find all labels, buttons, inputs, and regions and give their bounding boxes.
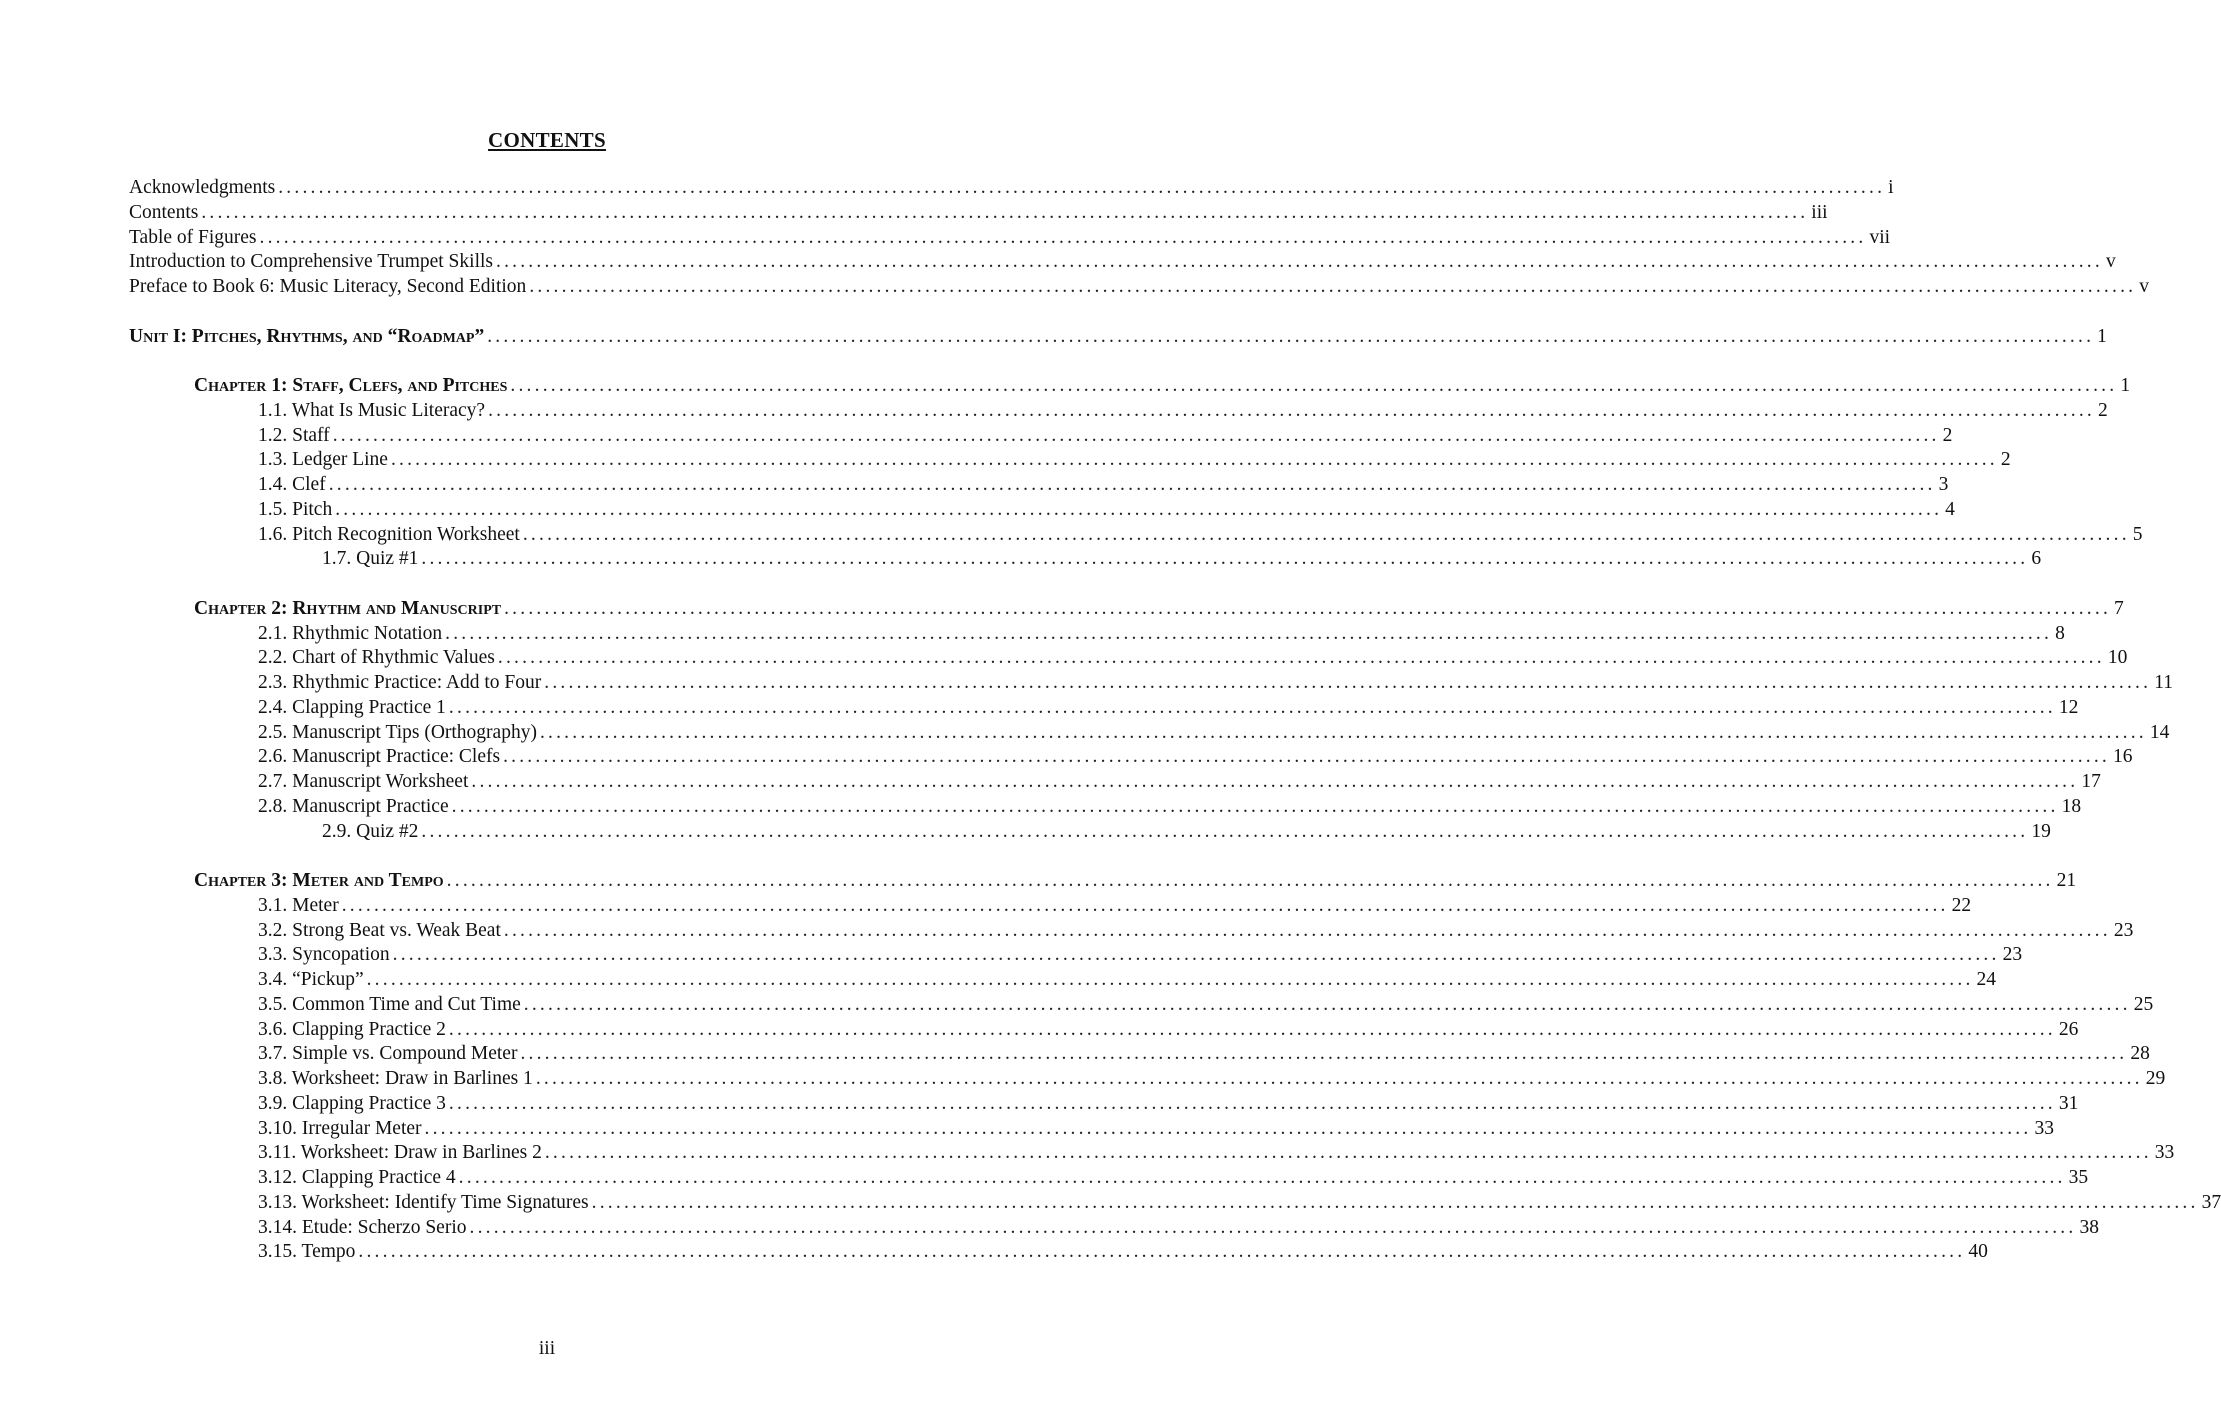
- toc-entry: [0, 671, 2173, 696]
- toc-entry: [0, 721, 2170, 746]
- dot-leader: .......................................................................................................................................................................................................: [487, 325, 2095, 347]
- dot-leader: .......................................................................................................................................................................................................: [544, 1142, 2152, 1164]
- toc-entry-page: 1: [2117, 374, 2130, 399]
- toc-entry: [0, 1018, 2079, 1043]
- toc-entry-page: 24: [1974, 968, 1997, 993]
- toc-entry: [0, 1191, 2221, 1216]
- toc-entry: [0, 795, 2082, 820]
- toc-entry-page: 23: [2000, 943, 2023, 968]
- toc-entry-page: 33: [2031, 1117, 2054, 1142]
- toc-entry: [0, 424, 1953, 449]
- toc-entry-page: 37: [2199, 1191, 2221, 1216]
- toc-chapter-entry: [0, 597, 2124, 622]
- toc-entry-label: Chapter 3: Meter and Tempo: [194, 869, 447, 894]
- dot-leader: .......................................................................................................................................................................................................: [448, 696, 2056, 718]
- toc-entry-page: 16: [2110, 745, 2133, 770]
- dot-leader: .......................................................................................................................................................................................................: [591, 1191, 2199, 1213]
- toc-entry-page: 10: [2105, 646, 2128, 671]
- toc-entry-page: 35: [2066, 1166, 2089, 1191]
- toc-entry-label: 2.4. Clapping Practice 1: [258, 696, 449, 721]
- toc-chapter-entry: [0, 869, 2077, 894]
- toc-entry: [0, 201, 1828, 226]
- dot-leader: .......................................................................................................................................................................................................: [504, 597, 2112, 619]
- dot-leader: .......................................................................................................................................................................................................: [488, 399, 2096, 421]
- dot-leader: .......................................................................................................................................................................................................: [421, 820, 2029, 842]
- toc-entry-page: 23: [2111, 919, 2134, 944]
- toc-entry-label: 3.10. Irregular Meter: [258, 1117, 425, 1142]
- toc-entry-label: 3.11. Worksheet: Draw in Barlines 2: [258, 1141, 545, 1166]
- toc-entry-page: 6: [2028, 547, 2041, 572]
- section-spacer: [0, 844, 1094, 869]
- toc-unit-entry: [0, 325, 2107, 350]
- dot-leader: .......................................................................................................................................................................................................: [446, 870, 2054, 891]
- section-spacer: [0, 300, 1094, 325]
- toc-entry-page: 31: [2056, 1092, 2079, 1117]
- toc-entry-page: 12: [2056, 696, 2079, 721]
- dot-leader: .......................................................................................................................................................................................................: [392, 944, 2000, 966]
- dot-leader: .......................................................................................................................................................................................................: [529, 276, 2137, 297]
- toc-entry-page: v: [2136, 275, 2149, 300]
- dot-leader: .......................................................................................................................................................................................................: [341, 894, 1949, 916]
- dot-leader: .......................................................................................................................................................................................................: [503, 919, 2111, 941]
- dot-leader: .......................................................................................................................................................................................................: [328, 474, 1936, 495]
- toc-entry: [0, 1240, 1988, 1265]
- toc-entry: [0, 770, 2101, 795]
- toc-entry-page: 2: [1940, 424, 1953, 449]
- dot-leader: .......................................................................................................................................................................................................: [424, 1117, 2032, 1139]
- dot-leader: .......................................................................................................................................................................................................: [201, 201, 1809, 223]
- toc-entry-page: 21: [2054, 869, 2077, 894]
- dot-leader: .......................................................................................................................................................................................................: [366, 969, 1974, 990]
- toc-entry-label: 2.9. Quiz #2: [322, 820, 421, 845]
- page-title: CONTENTS: [488, 128, 606, 152]
- toc-entry-label: 1.2. Staff: [258, 424, 333, 449]
- toc-entry: [0, 820, 2051, 845]
- toc-entry: [0, 1216, 2099, 1241]
- toc-entry: [0, 968, 1997, 993]
- page-number-footer: iii: [538, 1338, 556, 1359]
- toc-entry-label: 2.7. Manuscript Worksheet: [258, 770, 471, 795]
- dot-leader: .......................................................................................................................................................................................................: [503, 746, 2111, 768]
- toc-entry: [0, 547, 2042, 572]
- toc-entry-page: 3: [1936, 473, 1949, 498]
- toc-entry-label: 1.1. What Is Music Literacy?: [258, 399, 488, 424]
- toc-entry-label: Table of Figures: [129, 226, 260, 251]
- dot-leader: .......................................................................................................................................................................................................: [358, 1241, 1966, 1263]
- dot-leader: .......................................................................................................................................................................................................: [535, 1068, 2143, 1089]
- section-spacer: [0, 349, 1094, 374]
- toc-entry-label: 2.6. Manuscript Practice: Clefs: [258, 745, 503, 770]
- toc-entry-label: Contents: [129, 201, 201, 226]
- dot-leader: .......................................................................................................................................................................................................: [522, 523, 2130, 545]
- toc-entry-page: 26: [2056, 1018, 2079, 1043]
- toc-entry-page: 2: [1998, 448, 2011, 473]
- dot-leader: .......................................................................................................................................................................................................: [523, 993, 2131, 1015]
- toc-entry-label: 3.8. Worksheet: Draw in Barlines 1: [258, 1067, 536, 1092]
- toc-entry-label: 3.1. Meter: [258, 894, 342, 919]
- toc-entry: [0, 523, 2143, 548]
- toc-entry: [0, 894, 1972, 919]
- toc-entry-label: 3.15. Tempo: [258, 1240, 358, 1265]
- toc-entry-label: 2.5. Manuscript Tips (Orthography): [258, 721, 540, 746]
- toc-entry-label: 3.5. Common Time and Cut Time: [258, 993, 524, 1018]
- toc-entry-label: 1.6. Pitch Recognition Worksheet: [258, 523, 523, 548]
- toc-entry-page: 17: [2078, 770, 2101, 795]
- toc-entry-label: 2.3. Rhythmic Practice: Add to Four: [258, 671, 544, 696]
- toc-entry: [0, 473, 1949, 498]
- toc-entry-label: Chapter 1: Staff, Clefs, and Pitches: [194, 374, 510, 399]
- toc-entry: [0, 1092, 2079, 1117]
- dot-leader: .......................................................................................................................................................................................................: [471, 771, 2079, 792]
- toc-entry-label: 3.6. Clapping Practice 2: [258, 1018, 449, 1043]
- dot-leader: .......................................................................................................................................................................................................: [335, 498, 1943, 520]
- toc-entry-page: 1: [2094, 325, 2107, 350]
- dot-leader: .......................................................................................................................................................................................................: [458, 1167, 2066, 1188]
- toc-entry-page: 33: [2152, 1141, 2175, 1166]
- toc-entry-label: 3.9. Clapping Practice 3: [258, 1092, 449, 1117]
- toc-entry-page: 8: [2052, 622, 2065, 647]
- toc-entry-label: 3.12. Clapping Practice 4: [258, 1166, 459, 1191]
- toc-entry-page: 40: [1965, 1240, 1988, 1265]
- section-spacer: [0, 572, 1094, 597]
- dot-leader: .......................................................................................................................................................................................................: [497, 647, 2105, 669]
- toc-entry-label: Unit I: Pitches, Rhythms, and “Roadmap”: [129, 325, 487, 350]
- toc-entry: [0, 176, 1894, 201]
- dot-leader: .......................................................................................................................................................................................................: [448, 1092, 2056, 1114]
- toc-entry-page: 11: [2151, 671, 2173, 696]
- toc-entry-page: 38: [2076, 1216, 2099, 1241]
- toc-entry: [0, 1141, 2175, 1166]
- toc-entry: [0, 498, 1955, 523]
- toc-entry-page: v: [2103, 250, 2116, 275]
- toc-entry-page: iii: [1808, 201, 1827, 226]
- toc-entry: [0, 622, 2065, 647]
- toc-entry: [0, 1042, 2150, 1067]
- dot-leader: .......................................................................................................................................................................................................: [332, 424, 1940, 446]
- toc-entry-page: 2: [2095, 399, 2108, 424]
- toc-entry: [0, 919, 2134, 944]
- dot-leader: .......................................................................................................................................................................................................: [421, 548, 2029, 570]
- toc-entry-label: Acknowledgments: [129, 176, 278, 201]
- dot-leader: .......................................................................................................................................................................................................: [496, 251, 2103, 273]
- table-of-contents: [0, 176, 2221, 1265]
- toc-entry-page: 28: [2127, 1042, 2150, 1067]
- toc-entry: [0, 1166, 2089, 1191]
- dot-leader: .......................................................................................................................................................................................................: [445, 622, 2053, 644]
- toc-entry-page: 5: [2130, 523, 2143, 548]
- toc-entry: [0, 1117, 2054, 1142]
- toc-entry-label: 3.7. Simple vs. Compound Meter: [258, 1042, 520, 1067]
- toc-entry-page: 7: [2111, 597, 2124, 622]
- toc-entry-page: 18: [2059, 795, 2082, 820]
- toc-entry: [0, 226, 1891, 251]
- toc-chapter-entry: [0, 374, 2131, 399]
- toc-entry-label: Chapter 2: Rhythm and Manuscript: [194, 597, 504, 622]
- dot-leader: .......................................................................................................................................................................................................: [520, 1043, 2128, 1065]
- dot-leader: .......................................................................................................................................................................................................: [544, 672, 2152, 693]
- dot-leader: .......................................................................................................................................................................................................: [510, 375, 2118, 396]
- toc-entry: [0, 943, 2023, 968]
- toc-entry-label: 2.8. Manuscript Practice: [258, 795, 452, 820]
- dot-leader: .......................................................................................................................................................................................................: [469, 1216, 2077, 1238]
- toc-entry-page: vii: [1866, 226, 1890, 251]
- toc-entry-label: 3.13. Worksheet: Identify Time Signatures: [258, 1191, 592, 1216]
- toc-entry: [0, 1067, 2166, 1092]
- toc-entry-label: 3.4. “Pickup”: [258, 968, 367, 993]
- dot-leader: .......................................................................................................................................................................................................: [259, 226, 1867, 248]
- toc-entry-page: 29: [2143, 1067, 2166, 1092]
- toc-entry-label: 1.7. Quiz #1: [322, 547, 421, 572]
- toc-entry-label: Preface to Book 6: Music Literacy, Second Edition: [129, 275, 529, 300]
- dot-leader: .......................................................................................................................................................................................................: [451, 795, 2059, 817]
- dot-leader: .......................................................................................................................................................................................................: [278, 177, 1886, 198]
- toc-entry-page: i: [1885, 176, 1893, 201]
- toc-entry-label: 3.14. Etude: Scherzo Serio: [258, 1216, 470, 1241]
- dot-leader: .......................................................................................................................................................................................................: [539, 721, 2147, 743]
- toc-entry: [0, 745, 2133, 770]
- toc-entry-page: 14: [2147, 721, 2170, 746]
- dot-leader: .......................................................................................................................................................................................................: [390, 449, 1998, 471]
- toc-entry: [0, 399, 2108, 424]
- toc-entry: [0, 275, 2149, 300]
- toc-entry: [0, 696, 2079, 721]
- toc-entry-label: 3.2. Strong Beat vs. Weak Beat: [258, 919, 504, 944]
- toc-entry: [0, 448, 2011, 473]
- toc-entry-label: 1.5. Pitch: [258, 498, 335, 523]
- toc-entry: [0, 646, 2128, 671]
- toc-entry-label: 3.3. Syncopation: [258, 943, 393, 968]
- toc-entry-page: 22: [1949, 894, 1972, 919]
- toc-entry-label: 1.4. Clef: [258, 473, 329, 498]
- toc-entry-page: 19: [2028, 820, 2051, 845]
- toc-entry: [0, 250, 2116, 275]
- toc-entry: [0, 993, 2154, 1018]
- toc-entry-label: 1.3. Ledger Line: [258, 448, 391, 473]
- dot-leader: .......................................................................................................................................................................................................: [448, 1018, 2056, 1040]
- toc-entry-page: 4: [1942, 498, 1955, 523]
- toc-entry-page: 25: [2131, 993, 2154, 1018]
- toc-entry-label: Introduction to Comprehensive Trumpet Skills: [129, 250, 496, 275]
- toc-entry-label: 2.1. Rhythmic Notation: [258, 622, 445, 647]
- toc-entry-label: 2.2. Chart of Rhythmic Values: [258, 646, 498, 671]
